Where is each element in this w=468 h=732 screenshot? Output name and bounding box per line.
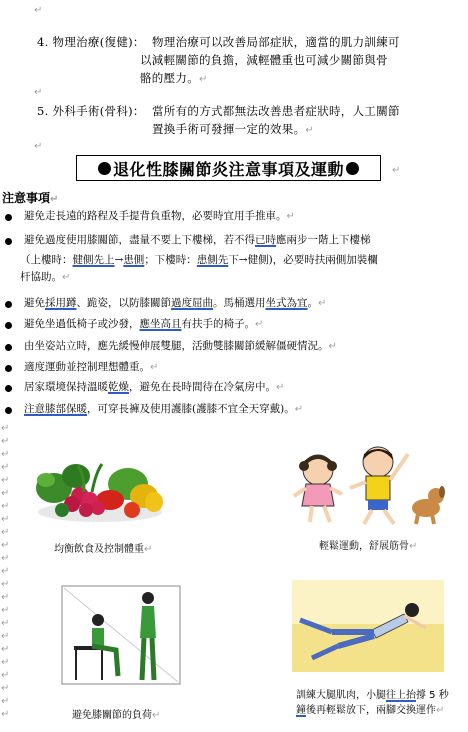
note-item — [0, 234, 468, 248]
paragraph-mark: ↵ — [1, 709, 10, 720]
paragraph-mark: ↵ — [34, 141, 43, 152]
paragraph-mark: ↵ — [1, 527, 10, 538]
note-item — [0, 381, 468, 395]
kids-exercising-image — [290, 444, 450, 528]
note-text: 注意膝部保暖，可穿長褲及使用護膝(護膝不宜全天穿戴)。↵ — [24, 403, 304, 415]
treatment-label: 4. 物理治療(復健)： — [37, 35, 145, 49]
note-continuation — [0, 254, 468, 268]
paragraph-mark: ↵ — [1, 423, 10, 434]
paragraph-mark: ↵ — [1, 475, 10, 486]
note-text: 避免過度使用膝關節，盡量不要上下樓梯，若不得已時應兩步一階上下樓梯 — [24, 234, 371, 246]
treatment-line: 置換手術可發揮一定的效果。↵ — [152, 122, 315, 136]
section-title-text: 退化性膝關節炎注意事項及運動 — [112, 159, 344, 179]
paragraph-mark: ↵ — [1, 592, 10, 603]
note-item — [0, 318, 468, 332]
paragraph-mark: ↵ — [1, 631, 10, 642]
notes-heading: 注意事項↵ — [2, 191, 59, 205]
treatment-line: 物理治療可以改善局部症狀，適當的肌力訓練可 — [152, 35, 400, 49]
caption-leg-training — [296, 688, 449, 718]
paragraph-mark: ↵ — [34, 87, 43, 98]
title-bullet — [346, 162, 359, 175]
paragraph-mark: ↵ — [1, 696, 10, 707]
paragraph-mark: ↵ — [34, 5, 43, 16]
treatment-label: 5. 外科手術(骨科)： — [37, 104, 145, 118]
paragraph-mark: ↵ — [1, 514, 10, 525]
note-item — [0, 210, 468, 224]
note-item — [0, 297, 468, 311]
treatment-text — [140, 33, 400, 87]
paragraph-mark: ↵ — [1, 501, 10, 512]
bullet — [5, 344, 12, 351]
bullet — [5, 322, 12, 329]
note-continuation — [0, 271, 468, 285]
paragraph-mark: ↵ — [1, 553, 10, 564]
treatment-text — [152, 102, 400, 138]
paragraph-mark: ↵ — [1, 644, 10, 655]
paragraph-mark: ↵ — [1, 683, 10, 694]
treatment-line: 骼的壓力。↵ — [140, 71, 208, 85]
caption-line: 鐘後再輕鬆放下，兩腳交換運作↵ — [296, 705, 445, 716]
paragraph-mark: ↵ — [1, 462, 10, 473]
note-text: （上樓時：健側先上→患側；下樓時：患側先下→健側)，必要時扶兩側加裝欄 — [20, 254, 378, 266]
note-text: 居家環境保持溫暖乾燥，避免在長時間待在冷氣房中。↵ — [24, 381, 285, 393]
posture-image — [60, 584, 182, 686]
caption-food: 均衡飲食及控制體重↵ — [54, 544, 153, 555]
caption-posture: 避免膝關節的負荷↵ — [72, 710, 161, 721]
paragraph-mark: ↵ — [1, 657, 10, 668]
paragraph-mark: ↵ — [1, 566, 10, 577]
note-text: 由坐姿站立時，應先緩慢伸展雙腿，活動雙膝關節緩解僵硬情況。↵ — [24, 340, 337, 352]
bullet — [5, 365, 12, 372]
bullet — [5, 238, 12, 245]
paragraph-mark: ↵ — [392, 165, 401, 176]
title-bullet — [98, 162, 111, 175]
section-title — [76, 155, 381, 181]
bullet — [5, 385, 12, 392]
caption-line: 訓練大腿肌肉，小腿往上抬撐 5 秒 — [296, 690, 449, 701]
paragraph-mark: ↵ — [1, 670, 10, 681]
paragraph-mark: ↵ — [1, 449, 10, 460]
treatment-line: 以減輕關節的負擔，減輕體重也可減少關節與骨 — [140, 53, 388, 67]
note-text: 避免走長遠的路程及手提背負重物，必要時宜用手推車。↵ — [24, 210, 295, 222]
caption-exercise: 輕鬆運動，舒展筋骨↵ — [319, 541, 418, 552]
bullet — [5, 214, 12, 221]
note-text: 避免採用蹲、跪姿，以防膝關節過度屈曲。馬桶選用坐式為宜。↵ — [24, 297, 327, 309]
bullet — [5, 301, 12, 308]
paragraph-mark: ↵ — [1, 605, 10, 616]
paragraph-mark: ↵ — [1, 488, 10, 499]
paragraph-mark: ↵ — [1, 579, 10, 590]
vegetables-image — [32, 452, 168, 524]
note-item — [0, 361, 468, 375]
note-item — [0, 340, 468, 354]
note-text: 杆協助。↵ — [20, 271, 71, 283]
note-text: 適度運動並控制理想體重。↵ — [24, 361, 159, 373]
paragraph-mark: ↵ — [1, 618, 10, 629]
note-text: 避免坐過低椅子或沙發，應坐高且有扶手的椅子。↵ — [24, 318, 264, 330]
paragraph-mark: ↵ — [1, 436, 10, 447]
bullet — [5, 407, 12, 414]
paragraph-mark: ↵ — [1, 540, 10, 551]
leg-training-image — [292, 580, 444, 672]
note-item — [0, 403, 468, 417]
treatment-line: 當所有的方式都無法改善患者症狀時，人工關節 — [152, 104, 400, 118]
